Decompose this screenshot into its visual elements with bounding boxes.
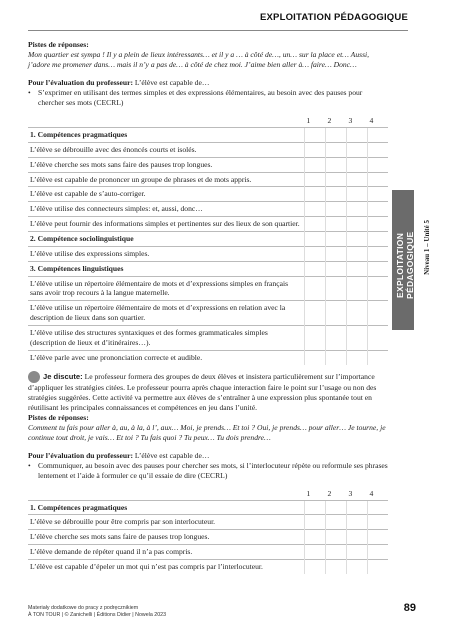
score-cell[interactable] bbox=[326, 202, 347, 217]
table-cell: L’élève utilise un répertoire élémentaire de mots et d’expressions en relation avec la description de lieux dans son quartier. bbox=[28, 301, 305, 326]
score-cell[interactable] bbox=[347, 545, 368, 560]
eval-intro-1 bbox=[28, 78, 388, 88]
score-cell[interactable] bbox=[347, 217, 368, 232]
header-divider bbox=[28, 30, 408, 31]
score-cell[interactable] bbox=[368, 261, 389, 276]
eval-heading-1: Pour l’évaluation du professeur: bbox=[28, 78, 133, 88]
score-cell[interactable] bbox=[368, 231, 389, 246]
score-cell[interactable] bbox=[347, 515, 368, 530]
score-cell[interactable] bbox=[347, 187, 368, 202]
score-cell[interactable] bbox=[326, 530, 347, 545]
table-cell: L’élève utilise des expressions simples. bbox=[28, 246, 305, 261]
score-cell[interactable] bbox=[368, 246, 389, 261]
score-cell[interactable] bbox=[368, 276, 389, 301]
evaluation-table-2 bbox=[28, 487, 388, 574]
score-cell[interactable] bbox=[368, 530, 389, 545]
eval-intro-text-1: L’élève est capable de… bbox=[132, 78, 210, 88]
score-cell[interactable] bbox=[368, 172, 389, 187]
score-cell[interactable] bbox=[368, 560, 389, 574]
score-cell[interactable] bbox=[368, 217, 389, 232]
discussion-paragraph bbox=[28, 371, 388, 413]
responses-text-2: Comment tu fais pour aller à, au, à la, à l’, aux… Moi, je prends… Et toi ? Oui, je prends… pour aller… Je tourne, je continue tout droit, je vais… Et toi ? Tu fais quoi ? Tu peux… Tu dois prendre… bbox=[28, 422, 386, 442]
page-number: 89 bbox=[403, 602, 416, 614]
table-row bbox=[28, 246, 388, 261]
score-cell[interactable] bbox=[368, 202, 389, 217]
table-row bbox=[28, 530, 388, 545]
score-cell[interactable] bbox=[347, 246, 368, 261]
responses-heading-1: Pistes de réponses: bbox=[28, 40, 89, 49]
bullet-icon: • bbox=[28, 88, 31, 98]
score-cell[interactable] bbox=[326, 276, 347, 301]
score-cell[interactable] bbox=[368, 350, 389, 364]
table-row bbox=[28, 127, 388, 142]
score-cell[interactable] bbox=[368, 187, 389, 202]
score-header: 4 bbox=[369, 116, 374, 126]
table-cell: L’élève peut fournir des informations simples et pertinentes sur des lieux de son quartier. bbox=[28, 217, 305, 232]
score-cell[interactable] bbox=[305, 127, 326, 142]
evaluation-table-1 bbox=[28, 114, 388, 364]
score-cell[interactable] bbox=[305, 261, 326, 276]
eval-bullet-text-2: Communiquer, au besoin avec des pauses pour chercher ses mots, si l’interlocuteur répète ou reformule ses phrases lentement et l’aide à formuler ce qu’il essaie de dire (CECRL) bbox=[38, 460, 388, 480]
score-header: 2 bbox=[327, 488, 332, 498]
score-cell[interactable] bbox=[305, 231, 326, 246]
page-footer bbox=[28, 605, 166, 619]
score-cell[interactable] bbox=[368, 500, 389, 515]
score-header: 3 bbox=[348, 116, 353, 126]
score-cell[interactable] bbox=[326, 142, 347, 157]
table-cell: L’élève cherche ses mots sans faire de pauses trop longues. bbox=[28, 530, 305, 545]
score-cell[interactable] bbox=[368, 127, 389, 142]
score-cell[interactable] bbox=[326, 545, 347, 560]
bullet-icon: • bbox=[28, 460, 31, 470]
score-header: 4 bbox=[369, 488, 374, 498]
score-cell[interactable] bbox=[305, 560, 326, 574]
score-cell[interactable] bbox=[347, 172, 368, 187]
score-cell[interactable] bbox=[326, 560, 347, 574]
score-cell[interactable] bbox=[347, 301, 368, 326]
table-cell: L’élève est capable de s’auto-corriger. bbox=[28, 187, 305, 202]
score-cell[interactable] bbox=[347, 157, 368, 172]
score-cell[interactable] bbox=[347, 560, 368, 574]
table-row bbox=[28, 217, 388, 232]
table-cell: L’élève utilise des connecteurs simples: et, aussi, donc… bbox=[28, 202, 305, 217]
score-cell[interactable] bbox=[368, 545, 389, 560]
score-cell[interactable] bbox=[368, 157, 389, 172]
score-cell[interactable] bbox=[305, 530, 326, 545]
score-cell[interactable] bbox=[305, 157, 326, 172]
table-header-row bbox=[28, 487, 388, 500]
table-header-row bbox=[28, 114, 388, 127]
table-section-heading: 2. Compétence sociolinguistique bbox=[28, 231, 305, 246]
score-cell[interactable] bbox=[347, 202, 368, 217]
score-cell[interactable] bbox=[305, 500, 326, 515]
discussion-text: Le professeur formera des groupes de deux élèves et insistera particulièrement sur l’importance d’appliquer les stratégies citées. Le professeur pourra après chaque interaction faire le point sur l’usage ou non des stratégies suggérées. Cette activité va permettre aux élèves de s’entraîner à une expression plus spontanée tout en réutilisant les principales connaissances et compétences en jeu dans l’unité. bbox=[28, 371, 377, 412]
table-row bbox=[28, 560, 388, 574]
table-cell: L’élève est capable de prononcer un groupe de phrases et de mots appris. bbox=[28, 172, 305, 187]
score-cell[interactable] bbox=[347, 276, 368, 301]
score-cell[interactable] bbox=[347, 500, 368, 515]
table-cell: L’élève se débrouille pour être compris par son interlocuteur. bbox=[28, 515, 305, 530]
score-cell[interactable] bbox=[326, 350, 347, 364]
table-row bbox=[28, 301, 388, 326]
score-header: 3 bbox=[348, 488, 353, 498]
table-cell: L’élève utilise des structures syntaxiques et des formes grammaticales simples (description de lieux et d’itinéraires…). bbox=[28, 325, 305, 350]
score-cell[interactable] bbox=[347, 261, 368, 276]
score-cell[interactable] bbox=[368, 301, 389, 326]
score-cell[interactable] bbox=[305, 545, 326, 560]
table-row bbox=[28, 350, 388, 364]
table-row bbox=[28, 545, 388, 560]
table-header-spacer bbox=[28, 487, 305, 500]
table-row bbox=[28, 187, 388, 202]
score-cell[interactable] bbox=[368, 142, 389, 157]
eval-intro-2 bbox=[28, 451, 388, 461]
score-header: 1 bbox=[306, 116, 311, 126]
score-cell[interactable] bbox=[326, 127, 347, 142]
score-cell[interactable] bbox=[305, 187, 326, 202]
score-header: 1 bbox=[306, 488, 311, 498]
score-cell[interactable] bbox=[368, 325, 389, 350]
score-cell[interactable] bbox=[347, 142, 368, 157]
score-cell[interactable] bbox=[326, 500, 347, 515]
table-row bbox=[28, 231, 388, 246]
discussion-label: Je discute: bbox=[43, 371, 83, 381]
score-cell[interactable] bbox=[305, 301, 326, 326]
table-row bbox=[28, 325, 388, 350]
table-row bbox=[28, 276, 388, 301]
score-cell[interactable] bbox=[368, 515, 389, 530]
score-cell[interactable] bbox=[326, 261, 347, 276]
table-cell: L’élève demande de répéter quand il n’a pas compris. bbox=[28, 545, 305, 560]
table-cell: L’élève parle avec une prononciation correcte et audible. bbox=[28, 350, 305, 364]
sidebar-level: Niveau 1 – Unité 5 bbox=[423, 220, 431, 275]
score-cell[interactable] bbox=[326, 217, 347, 232]
score-cell[interactable] bbox=[347, 325, 368, 350]
discussion-icon bbox=[28, 371, 40, 383]
table-section-heading: 3. Compétences linguistiques bbox=[28, 261, 305, 276]
score-cell[interactable] bbox=[305, 172, 326, 187]
score-cell[interactable] bbox=[305, 325, 326, 350]
score-cell[interactable] bbox=[326, 172, 347, 187]
score-cell[interactable] bbox=[305, 202, 326, 217]
table-section-heading: 1. Compétences pragmatiques bbox=[28, 127, 305, 142]
table-row bbox=[28, 515, 388, 530]
score-cell[interactable] bbox=[326, 301, 347, 326]
responses-heading-2: Pistes de réponses: bbox=[28, 412, 89, 422]
score-cell[interactable] bbox=[347, 231, 368, 246]
footer-line-1: Materiały dodatkowe do pracy z podręcznikiem bbox=[28, 605, 139, 611]
score-cell[interactable] bbox=[347, 530, 368, 545]
eval-heading-2: Pour l’évaluation du professeur: bbox=[28, 450, 133, 460]
score-cell[interactable] bbox=[305, 142, 326, 157]
score-header: 2 bbox=[327, 116, 332, 126]
score-cell[interactable] bbox=[347, 350, 368, 364]
score-cell[interactable] bbox=[326, 515, 347, 530]
main-content bbox=[28, 40, 388, 574]
score-cell[interactable] bbox=[305, 350, 326, 364]
responses-text-1: Mon quartier est sympa ! Il y a plein de lieux intéressants… et il y a … à côté de…, un… sur la place et… Aussi, j’adore me promener dans… mais il n’y a pas de… à côté de chez moi. J’aime bien aller à… faire… Donc… bbox=[28, 50, 370, 70]
table-cell: L’élève cherche ses mots sans faire des pauses trop longues. bbox=[28, 157, 305, 172]
score-cell[interactable] bbox=[305, 515, 326, 530]
score-cell[interactable] bbox=[326, 246, 347, 261]
table-header-spacer bbox=[28, 114, 305, 127]
table-row bbox=[28, 157, 388, 172]
table-row bbox=[28, 142, 388, 157]
table-cell: L’élève utilise un répertoire élémentaire de mots et d’expressions simples en français sans avoir trop recours à la langue maternelle. bbox=[28, 276, 305, 301]
sidebar-label: EXPLOITATION PÉDAGOGIQUE bbox=[395, 231, 415, 299]
page-header-title: EXPLOITATION PÉDAGOGIQUE bbox=[259, 12, 408, 23]
score-cell[interactable] bbox=[326, 325, 347, 350]
footer-line-2: À TON TOUR | © Zanichelli | Éditions Didier | Nowela 2023 bbox=[28, 612, 167, 619]
score-cell[interactable] bbox=[347, 127, 368, 142]
table-row bbox=[28, 172, 388, 187]
score-cell[interactable] bbox=[326, 157, 347, 172]
table-cell: L’élève se débrouille avec des énoncés courts et isolés. bbox=[28, 142, 305, 157]
eval-bullet-1 bbox=[28, 88, 388, 108]
table-section-heading: 1. Compétences pragmatiques bbox=[28, 500, 305, 515]
eval-intro-text-2: L’élève est capable de… bbox=[132, 450, 210, 460]
table-row bbox=[28, 261, 388, 276]
score-cell[interactable] bbox=[326, 231, 347, 246]
score-cell[interactable] bbox=[305, 246, 326, 261]
table-row bbox=[28, 500, 388, 515]
table-row bbox=[28, 202, 388, 217]
eval-bullet-text-1: S’exprimer en utilisant des termes simples et des expressions élémentaires, au besoin avec des pauses pour chercher ses mots (CECRL) bbox=[38, 88, 363, 108]
discussion-section bbox=[28, 371, 388, 443]
score-cell[interactable] bbox=[305, 217, 326, 232]
score-cell[interactable] bbox=[326, 187, 347, 202]
score-cell[interactable] bbox=[305, 276, 326, 301]
eval-bullet-2 bbox=[28, 461, 388, 481]
table-cell: L’élève est capable d’épeler un mot qui n’est pas compris par l’interlocuteur. bbox=[28, 560, 305, 574]
